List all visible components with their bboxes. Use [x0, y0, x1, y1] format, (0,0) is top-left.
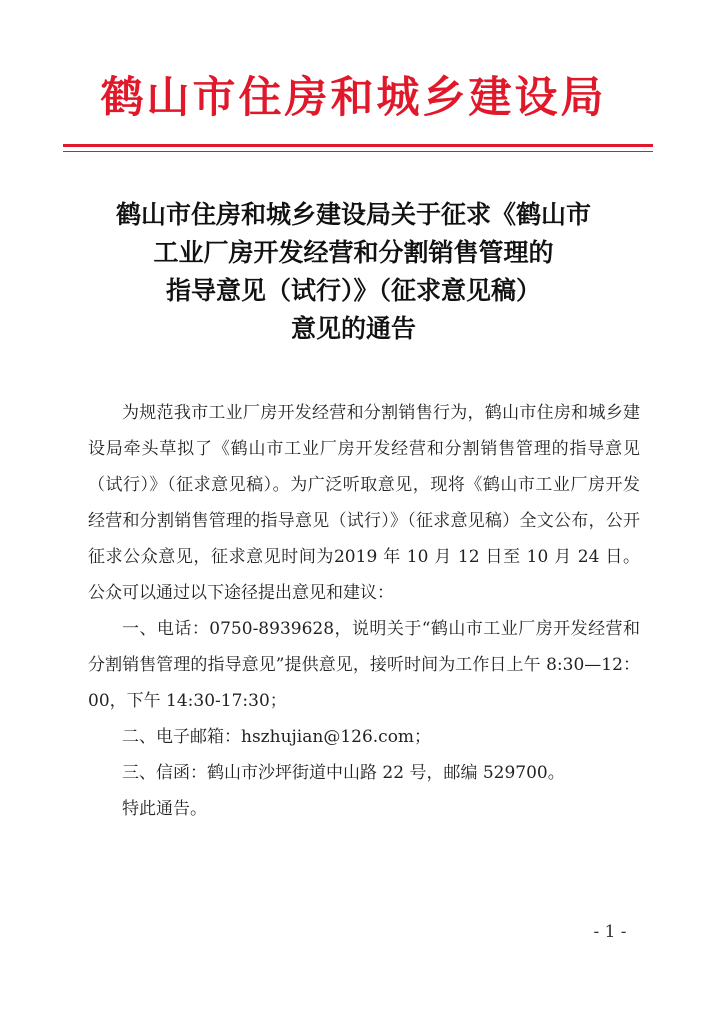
body-paragraph-letter: 三、信函：鹤山市沙坪街道中山路 22 号，邮编 529700。	[122, 763, 565, 783]
document-body	[88, 395, 640, 827]
document-title-line: 指导意见（试行）》（征求意见稿）	[165, 276, 541, 305]
document-title-line: 工业厂房开发经营和分割销售管理的	[153, 238, 554, 267]
letterhead-red-rule-thick	[63, 144, 653, 147]
document-title	[0, 196, 707, 348]
body-paragraph-intro: 为规范我市工业厂房开发经营和分割销售行为，鹤山市住房和城乡建设局牵头草拟了《鹤山市工业厂房开发经营和分割销售管理的指导意见（试行）》（征求意见稿）。为广泛听取意见，现将《鹤山市工业厂房开发经营和分割销售管理的指导意见（试行）》（征求意见稿）全文公布，公开征求公众意见，征求意见时间为2019 年 10 月 12 日至 10 月 24 日。公众可以通过以下途径提出意见和建议：	[88, 403, 640, 603]
agency-letterhead-title: 鹤山市住房和城乡建设局	[100, 73, 607, 123]
body-paragraph-phone: 一、电话：0750-8939628，说明关于“鹤山市工业厂房开发经营和分割销售管理的指导意见”提供意见，接听时间为工作日上午 8:30—12：00，下午 14:30-17:30；	[88, 619, 640, 711]
document-title-line: 意见的通告	[290, 314, 416, 343]
body-paragraph-closing: 特此通告。	[122, 799, 207, 819]
body-paragraph-email: 二、电子邮箱：hszhujian@126.com；	[122, 727, 432, 747]
letterhead-red-rule-thin	[63, 151, 653, 152]
document-title-line: 鹤山市住房和城乡建设局关于征求《鹤山市	[115, 200, 591, 229]
page-number: - 1 -	[593, 922, 627, 942]
